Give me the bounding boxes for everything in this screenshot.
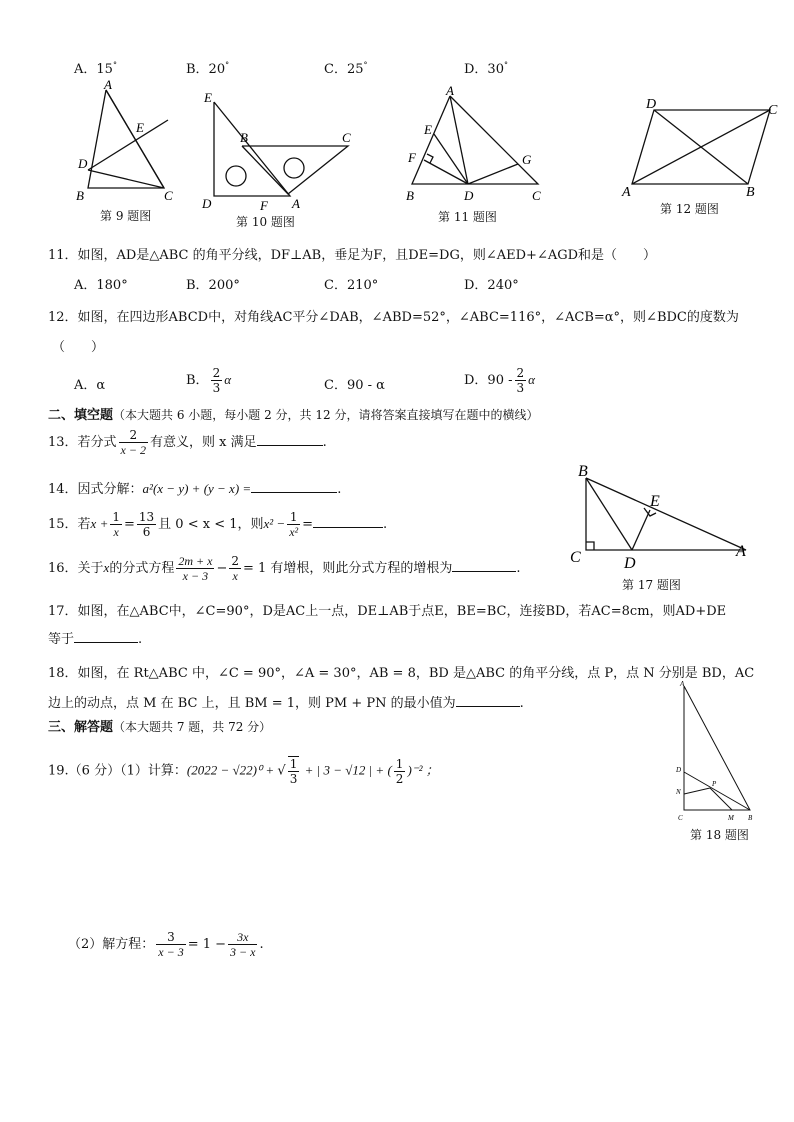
fig9-label-b: B	[76, 188, 84, 203]
section-2-header: 二、填空题（本大题共 6 小题，每小题 2 分，共 12 分，请将答案直接填写在题中的横线）	[48, 408, 539, 423]
q16: 16．关于x的分式方程 $\frac{2m + x}{x - 3}$ − $\frac{2}{x}$ = 1 有增根，则此分式方程的增根为 .	[48, 554, 521, 583]
fig10-label-f: F	[260, 198, 268, 212]
q11-option-d: D．240°	[464, 278, 519, 293]
fig10-label-a: A	[292, 196, 300, 211]
fig11-label-g: G	[522, 152, 532, 167]
fig17-label-b: B	[578, 463, 588, 480]
fig12-label-a: A	[622, 185, 631, 200]
fig18-label-d: D	[676, 766, 682, 774]
figure-11	[402, 84, 552, 206]
q14: 14．因式分解：a²(x − y) + (y − x) = .	[48, 481, 342, 497]
q15: 15．若x + $\frac{1}{x}$ = $\frac{13}{6}$ 且 0 < x < 1，则x² − $\frac{1}{\text{x²}}$ = .	[48, 510, 388, 539]
q17-line2: 等于 .	[48, 632, 143, 647]
fig10-label-e: E	[204, 90, 212, 105]
q19-part2: （2）解方程： $\frac{3}{x - 3}$ = 1 − $\frac{3x}{3 - x}$ .	[68, 930, 264, 959]
q17-answer-blank	[74, 642, 138, 643]
q12-paren: （ ）	[52, 340, 105, 355]
fig11-caption: 第 11 题图	[438, 210, 497, 224]
q18-answer-blank	[456, 706, 520, 707]
fig9-label-d: D	[78, 156, 88, 171]
fig11-label-b: B	[406, 188, 414, 203]
fig12-label-c: C	[768, 103, 778, 118]
fig10-label-b: B	[240, 130, 248, 145]
q12-text: 12．如图，在四边形ABCD中，对角线AC平分∠DAB，∠ABD=52°，∠ABC=116°，∠ACB=α°，则∠BDC的度数为	[48, 310, 739, 325]
fig12-label-d: D	[646, 97, 657, 112]
q11-option-c: C．210°	[324, 278, 379, 293]
figure-10	[198, 86, 354, 212]
fig18-label-a: A	[680, 680, 685, 688]
fig17-label-a: A	[736, 543, 746, 560]
fig17-label-d: D	[624, 555, 636, 572]
figure-17	[566, 462, 758, 574]
q14-answer-blank	[251, 492, 337, 493]
fig18-label-n: N	[676, 788, 681, 796]
fig12-label-b: B	[746, 185, 755, 200]
fig11-label-e: E	[424, 122, 432, 137]
fig18-label-c: C	[678, 814, 683, 822]
fig10-caption: 第 10 题图	[236, 215, 295, 229]
q16-answer-blank	[452, 571, 516, 572]
fig9-caption: 第 9 题图	[100, 209, 152, 223]
fig18-label-m: M	[728, 814, 734, 822]
q11-option-b: B．200°	[186, 278, 240, 293]
q11-text: 11．如图，AD是△ABC 的角平分线，DF⊥AB，垂足为F，且DE=DG，则∠AED+∠AGD和是（ ）	[48, 248, 657, 263]
fig18-label-p: P	[712, 780, 717, 788]
fig17-caption: 第 17 题图	[622, 578, 681, 592]
fig9-label-a: A	[104, 78, 112, 92]
figure-18	[672, 678, 758, 824]
figure-12	[618, 96, 788, 200]
q12-option-a: A．α	[74, 378, 106, 393]
fig18-caption: 第 18 题图	[690, 828, 749, 842]
fig11-label-f: F	[408, 150, 416, 165]
q17-line1: 17．如图，在△ABC中，∠C=90°，D是AC上一点，DE⊥AB于点E，BE=BC，连接BD，若AC=8cm，则AD+DE	[48, 604, 727, 619]
fig17-label-c: C	[570, 549, 581, 566]
q12-option-b: B． $\frac{2}{3}$ α	[186, 366, 232, 395]
q10-option-a: A．15°	[74, 60, 117, 77]
q19-part1: 19.（6 分）（1）计算：(2022 − √22)⁰ + √ $\frac{1}{3}$ + | 3 − √12 | + ( $\frac{1}{2}$ )⁻² ；	[48, 756, 439, 786]
q12-option-c: C．90 - α	[324, 378, 385, 393]
q10-option-d: D．30°	[464, 60, 508, 77]
q10-option-b: B．20°	[186, 60, 230, 77]
q13: 13．若分式 $\frac{2}{x - 2}$ 有意义，则 x 满足 .	[48, 428, 327, 457]
fig9-label-c: C	[164, 188, 173, 203]
fig10-label-d: D	[202, 196, 212, 211]
fig10-label-c: C	[342, 130, 351, 145]
q18-line1: 18．如图，在 Rt△ABC 中，∠C = 90°，∠A = 30°，AB = 8，BD 是△ABC 的角平分线，点 P，点 N 分别是 BD，AC	[48, 666, 755, 681]
fig12-caption: 第 12 题图	[660, 202, 719, 216]
figure-9	[70, 78, 180, 206]
fig18-label-b: B	[748, 814, 753, 822]
fig11-label-d: D	[464, 188, 474, 203]
fig11-label-a: A	[446, 84, 454, 98]
q18-line2: 边上的动点，点 M 在 BC 上，且 BM = 1，则 PM + PN 的最小值为 .	[48, 696, 524, 711]
fig9-label-e: E	[136, 120, 144, 135]
q11-option-a: A．180°	[74, 278, 128, 293]
fig17-label-e: E	[650, 493, 660, 510]
fig11-label-c: C	[532, 188, 541, 203]
q10-option-c: C．25°	[324, 60, 368, 77]
q12-option-d: D．90 - $\frac{2}{3}$ α	[464, 366, 535, 395]
q15-answer-blank	[313, 527, 383, 528]
q13-answer-blank	[257, 445, 323, 446]
section-3-header: 三、解答题（本大题共 7 题，共 72 分）	[48, 720, 272, 735]
